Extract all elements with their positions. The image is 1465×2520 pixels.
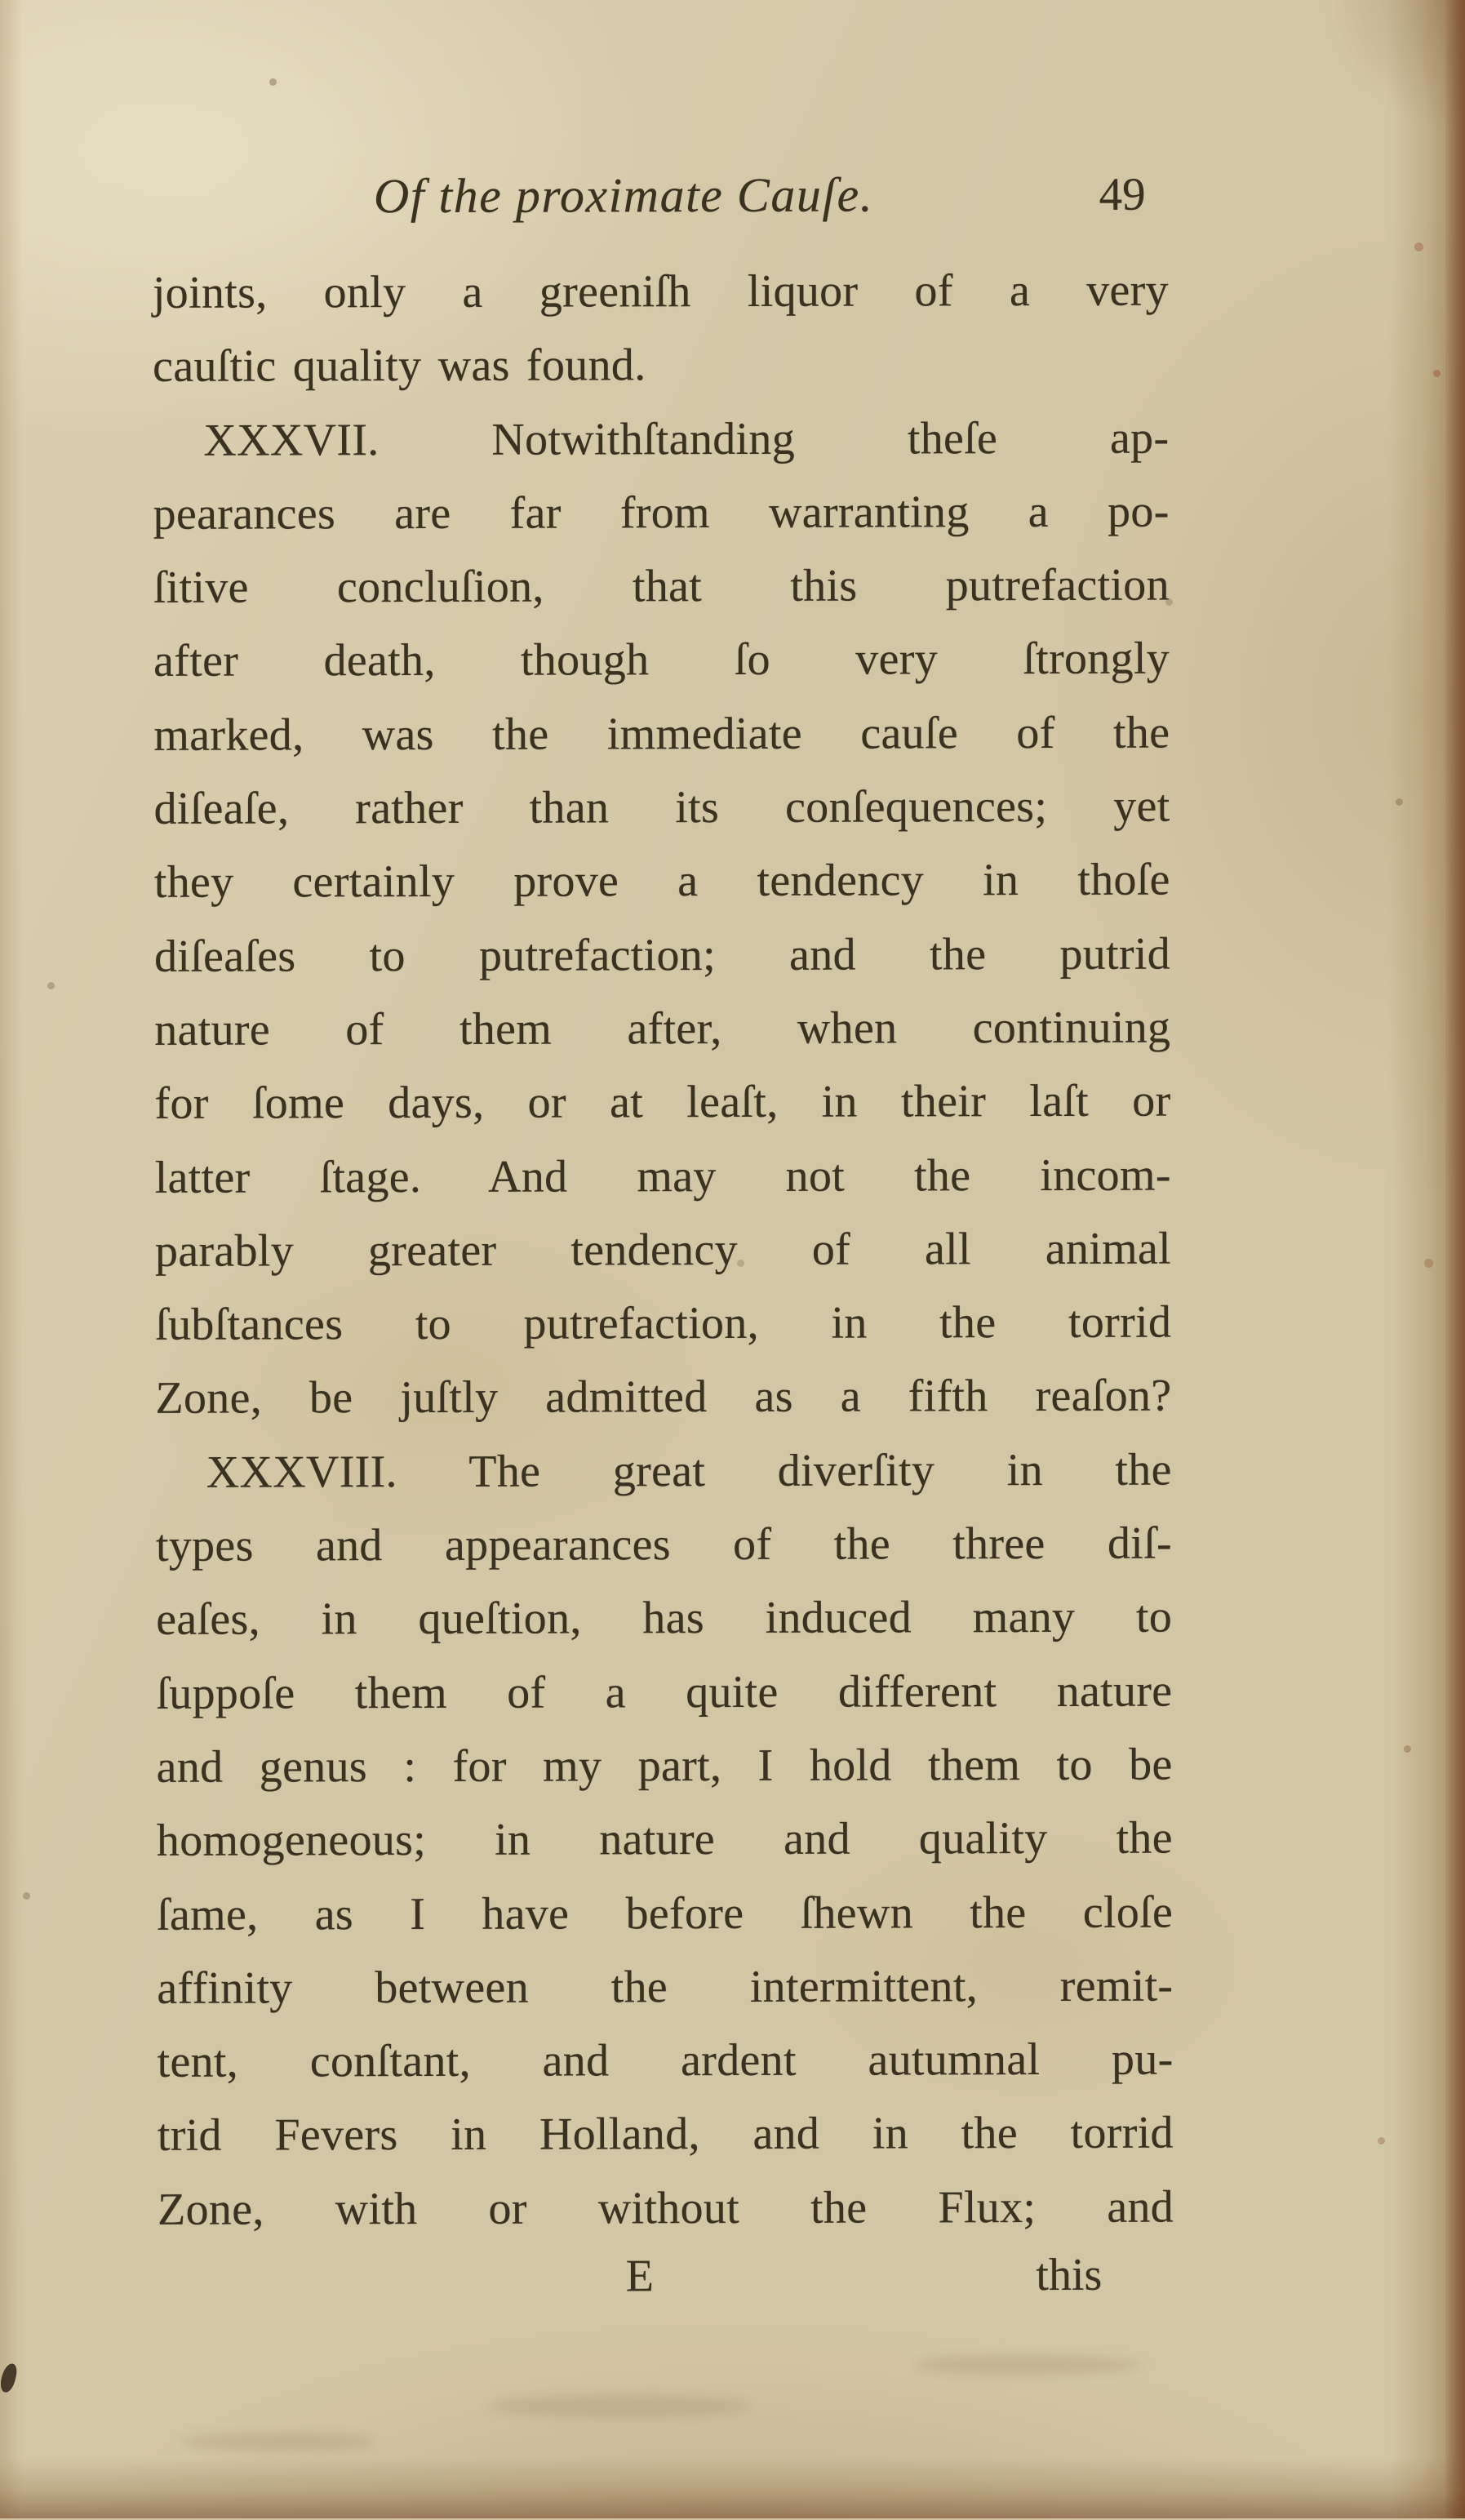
text-line: after death, though ſo very ſtrongly — [153, 633, 1170, 687]
catchword: this — [1036, 2249, 1103, 2301]
text-line: joints, only a greeniſh liquor of a very — [152, 264, 1169, 318]
text-line: trid Fevers in Holland, and in the torrid — [157, 2108, 1174, 2162]
text-line: affinity between the intermittent, remit- — [157, 1960, 1174, 2014]
text-line: ſuppoſe them of a quite different nature — [156, 1665, 1173, 1719]
text-line: diſeaſe, rather than its conſequences; yet — [153, 780, 1170, 834]
running-title: Of the proximate Cauſe. — [373, 167, 874, 224]
text-line: Zone, with or without the Flux; and — [157, 2181, 1174, 2235]
text-line: parably greater tendency of all animal — [154, 1223, 1172, 1277]
body-text — [153, 254, 1174, 2247]
signature-mark: E — [625, 2251, 654, 2302]
text-line: ſubſtances to putrefaction, in the torrid — [155, 1296, 1172, 1351]
text-line: latter ſtage. And may not the incom- — [154, 1149, 1171, 1203]
text-line: cauſtic quality was found. — [153, 340, 646, 393]
text-line: pearances are far from warranting a po- — [153, 486, 1170, 540]
text-line: XXXVIII. The great diverſity in the — [206, 1444, 1172, 1498]
text-line: Zone, be juſtly admitted as a fifth reaſon? — [155, 1371, 1172, 1424]
text-line: marked, was the immediate cauſe of the — [153, 707, 1170, 761]
text-line: diſeaſes to putrefaction; and the putrid — [153, 928, 1171, 982]
text-line: they certainly prove a tendency in thoſe — [153, 854, 1170, 909]
page-header — [153, 167, 1169, 244]
text-line: ſame, as I have before ſhewn the cloſe — [157, 1887, 1174, 1940]
text-line: tent, conſtant, and ardent autumnal pu- — [157, 2033, 1174, 2087]
text-line: eaſes, in queſtion, has induced many to — [156, 1591, 1173, 1646]
text-line: ſitive concluſion, that this putrefaction — [153, 559, 1170, 614]
page-footer — [158, 2238, 1174, 2315]
page-number: 49 — [1099, 168, 1146, 220]
text-line: nature of them after, when continuing — [154, 1002, 1171, 1056]
text-line: XXXVII. Notwithſtanding theſe ap- — [203, 412, 1170, 466]
text-line: types and appearances of the three diſ- — [155, 1518, 1172, 1571]
text-line: homogeneous; in nature and quality the — [156, 1812, 1173, 1867]
text-line: for ſome days, or at leaſt, in their laſt or — [154, 1075, 1171, 1130]
text-line: and genus : for my part, I hold them to be — [156, 1739, 1173, 1793]
